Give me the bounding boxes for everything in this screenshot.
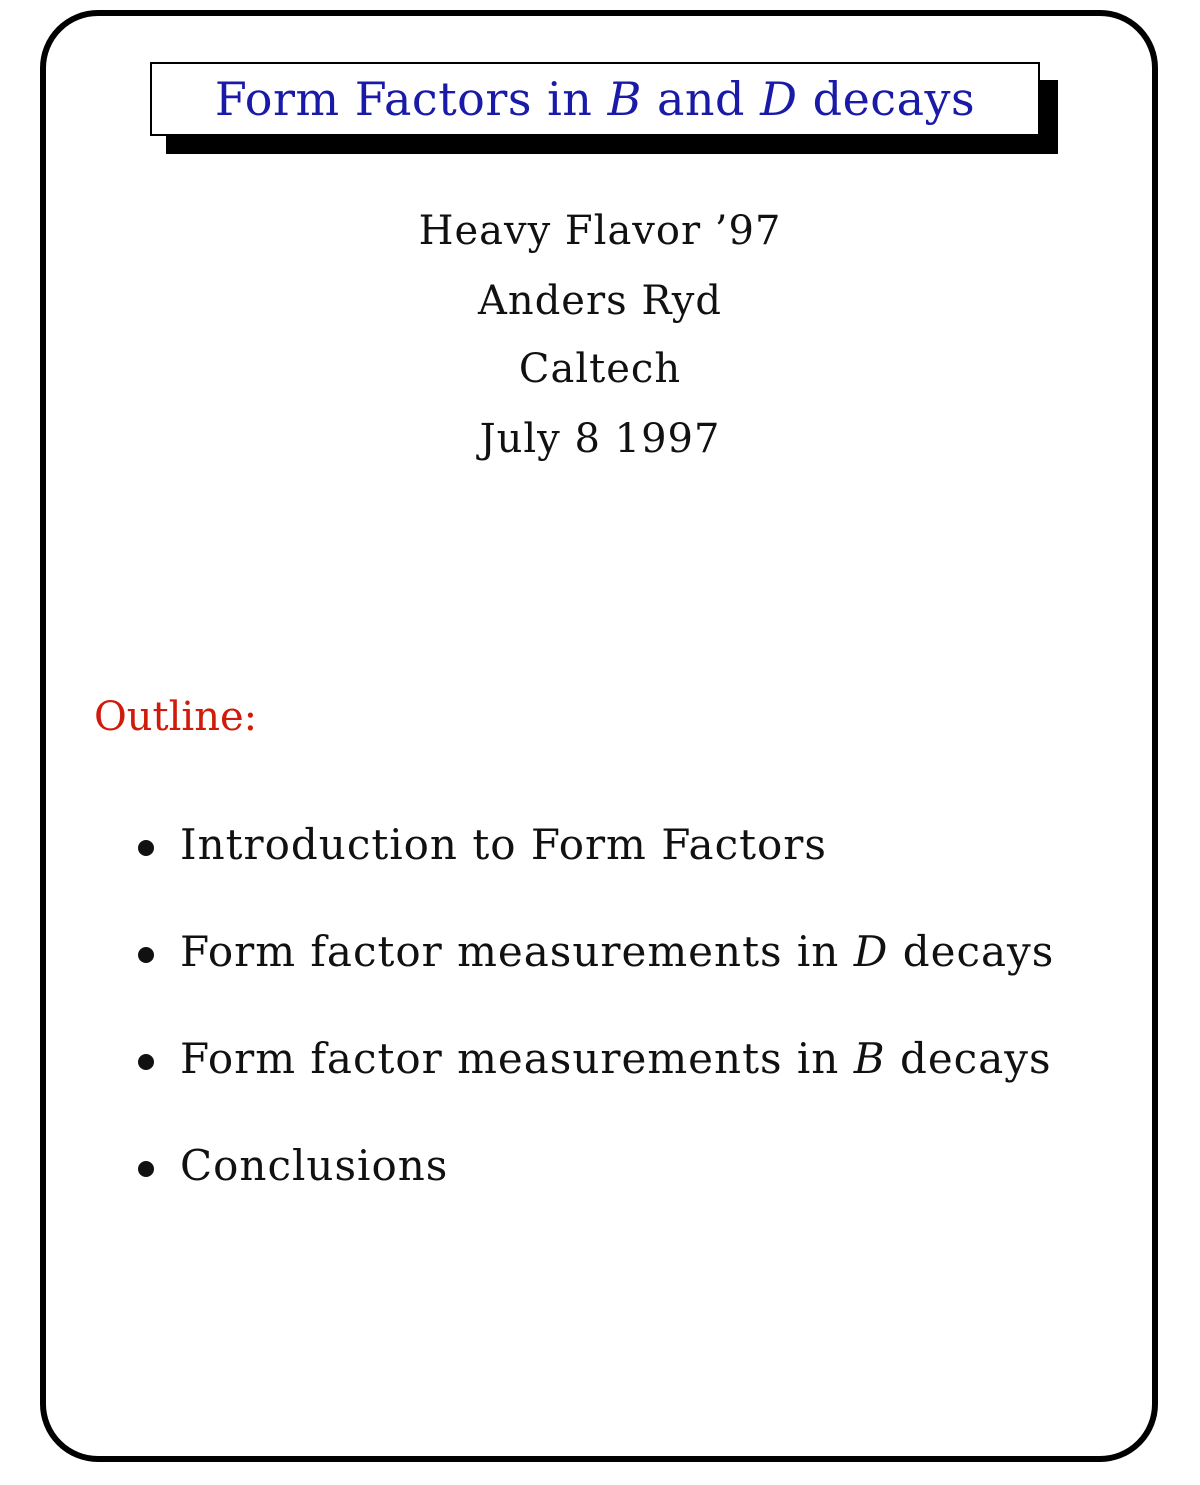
talk-date: July 8 1997 [479, 416, 721, 462]
title-suffix: decays [812, 72, 976, 126]
title-prefix: Form Factors in [214, 72, 593, 126]
outline-item-text: Introduction to Form Factors [180, 820, 827, 869]
bullet-icon [138, 840, 154, 856]
slide-title [215, 72, 975, 126]
title-var-b: B [607, 72, 642, 126]
conference-name: Heavy Flavor ’97 [418, 208, 782, 254]
title-middle: and [657, 72, 745, 126]
author-name: Anders Ryd [478, 278, 722, 324]
title-var-d: D [760, 72, 798, 126]
bullet-icon [138, 1161, 154, 1177]
bullet-icon [138, 1054, 154, 1070]
institution-name: Caltech [518, 346, 682, 392]
bullet-icon [138, 947, 154, 963]
outline-item-text: Form factor measurements in D decays [180, 927, 1055, 976]
outline-item-text: Conclusions [180, 1141, 449, 1190]
outline-heading: Outline: [94, 694, 258, 740]
title-box [150, 62, 1040, 136]
outline-item-text: Form factor measurements in B decays [180, 1034, 1052, 1083]
